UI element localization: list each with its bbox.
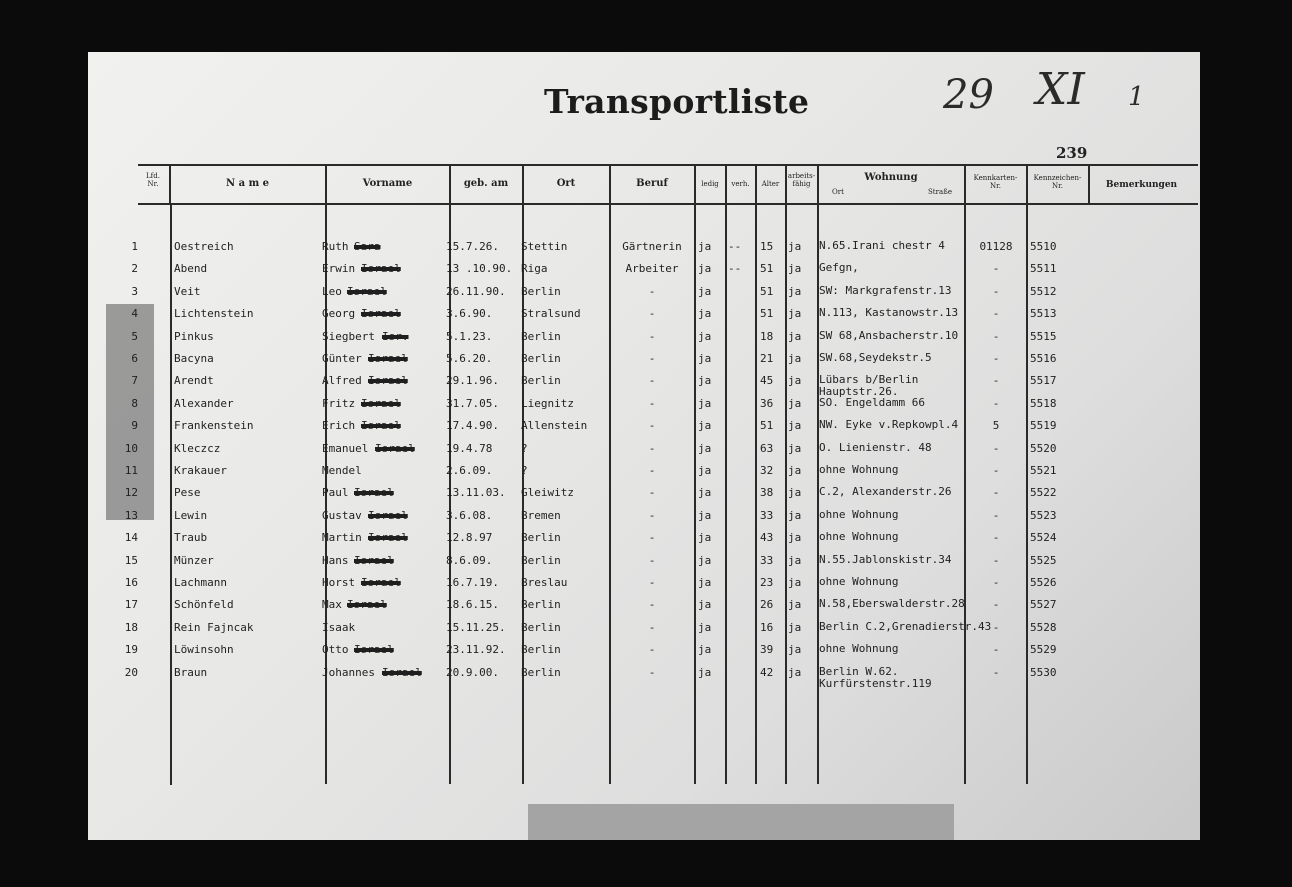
- cell-kennzeichen: 5523: [1030, 508, 1057, 522]
- cell-wohnung: Berlin W.62. Kurfürstenstr.119: [819, 664, 932, 690]
- cell-nr: 10: [124, 441, 138, 455]
- header-kennzeichen: Kennzeichen- Nr.: [1033, 174, 1082, 190]
- cell-nr: 11: [124, 464, 138, 477]
- cell-kennzeichen: 5525: [1030, 553, 1057, 567]
- cell-vorname: Günter: [322, 352, 362, 365]
- cell-ort: Berlin: [521, 352, 561, 365]
- header-verh: verh.: [731, 180, 750, 188]
- cell-geb: 31.7.05.: [446, 396, 499, 410]
- cell-arbeitsfaehig: ja: [788, 441, 802, 455]
- cell-name: Münzer: [174, 553, 214, 567]
- cell-crossed-out-name: Israel: [347, 598, 387, 612]
- cell-wohnung: ohne Wohnung: [819, 463, 899, 476]
- cell-kennkarten: -: [992, 486, 1000, 500]
- cell-ledig: ja: [698, 508, 712, 522]
- cell-kennkarten: -: [992, 576, 1000, 589]
- cell-name: Veit: [174, 284, 201, 298]
- cell-vorname: Erwin: [322, 262, 356, 276]
- column-divider: [170, 205, 172, 785]
- cell-vorname: Otto: [322, 643, 349, 657]
- cell-ort: Berlin: [521, 598, 561, 612]
- cell-name: Alexander: [174, 396, 234, 410]
- cell-name: Kleczcz: [174, 441, 221, 455]
- cell-beruf: Arbeiter: [625, 262, 679, 276]
- cell-kennkarten: -: [992, 620, 1000, 634]
- cell-kennkarten: -: [992, 396, 1000, 410]
- header-beruf: Beruf: [636, 178, 668, 189]
- cell-geb: 5.1.23.: [446, 329, 493, 343]
- cell-kennkarten: -: [992, 531, 1000, 545]
- cell-ort: Berlin: [521, 553, 561, 567]
- cell-geb: 13 .10.90.: [446, 262, 513, 276]
- cell-ort: Breslau: [521, 576, 568, 589]
- cell-nr: 18: [124, 620, 138, 634]
- cell-kennzeichen: 5528: [1030, 620, 1057, 634]
- cell-name: Lewin: [174, 508, 208, 522]
- cell-nr: 7: [131, 374, 138, 388]
- cell-beruf: -: [648, 374, 656, 388]
- header-bemerkungen: Bemerkungen: [1105, 180, 1178, 190]
- cell-kennzeichen: 5524: [1030, 531, 1057, 545]
- cell-kennkarten: -: [992, 665, 1000, 679]
- cell-arbeitsfaehig: ja: [788, 531, 802, 545]
- cell-beruf: -: [648, 464, 656, 477]
- cell-ledig: ja: [698, 374, 712, 388]
- cell-kennzeichen: 5526: [1030, 576, 1057, 589]
- cell-vorname: Max: [322, 598, 342, 612]
- cell-ledig: ja: [698, 620, 712, 634]
- cell-wohnung: C.2, Alexanderstr.26: [819, 485, 952, 499]
- cell-alter: 36: [760, 396, 774, 410]
- cell-name: Schönfeld: [174, 598, 234, 612]
- cell-ort: Berlin: [521, 643, 561, 657]
- cell-beruf: -: [648, 643, 656, 657]
- cell-nr: 20: [124, 665, 138, 679]
- cell-beruf: Gärtnerin: [622, 240, 682, 253]
- header-kennkarten: Kennkarten- Nr.: [973, 174, 1018, 190]
- cell-kennkarten: -: [992, 307, 1000, 321]
- cell-alter: 18: [760, 329, 774, 343]
- cell-wohnung: Lübars b/Berlin Hauptstr.26.: [819, 373, 919, 399]
- table-rule-top: [138, 164, 1198, 166]
- header-wohnung: Wohnung: [864, 172, 918, 183]
- cell-vorname: Paul: [322, 486, 349, 500]
- cell-wohnung: Gefgn,: [819, 261, 859, 275]
- cell-ledig: ja: [698, 553, 712, 567]
- cell-kennkarten: -: [992, 352, 1000, 365]
- cell-vorname: Gustav: [322, 508, 362, 522]
- cell-ledig: ja: [698, 307, 712, 321]
- cell-beruf: -: [648, 620, 656, 634]
- cell-geb: 15.7.26.: [446, 240, 499, 253]
- header-name: N a m e: [225, 178, 269, 189]
- cell-alter: 33: [760, 508, 774, 522]
- cell-name: Bacyna: [174, 352, 214, 365]
- cell-geb: 13.11.03.: [446, 486, 506, 500]
- cell-alter: 45: [760, 374, 774, 388]
- cell-wohnung: O. Lienienstr. 48: [819, 440, 932, 454]
- cell-geb: 5.6.20.: [446, 352, 493, 365]
- column-divider: [725, 164, 727, 784]
- paper-tab-bottom: [528, 804, 954, 840]
- cell-alter: 43: [760, 531, 774, 545]
- cell-crossed-out-name: Israel: [382, 665, 422, 679]
- cell-crossed-out-name: Sara: [354, 240, 381, 253]
- cell-name: Rein Fajncak: [174, 620, 254, 634]
- cell-arbeitsfaehig: ja: [788, 576, 802, 589]
- cell-crossed-out-name: Israel: [361, 396, 401, 410]
- column-divider: [785, 164, 787, 784]
- cell-alter: 39: [760, 643, 774, 657]
- cell-beruf: -: [648, 508, 656, 522]
- cell-ledig: ja: [698, 396, 712, 410]
- cell-name: Frankenstein: [174, 419, 254, 433]
- cell-geb: 2.6.09.: [446, 464, 493, 477]
- cell-wohnung: SW 68,Ansbacherstr.10: [819, 328, 959, 342]
- cell-alter: 16: [760, 620, 774, 634]
- cell-kennzeichen: 5521: [1030, 464, 1057, 477]
- cell-beruf: -: [648, 329, 656, 343]
- cell-ledig: ja: [698, 329, 712, 343]
- cell-arbeitsfaehig: ja: [788, 419, 802, 433]
- cell-alter: 26: [760, 598, 774, 612]
- document-sheet: [88, 52, 1200, 840]
- cell-ort: Riga: [521, 262, 548, 276]
- cell-arbeitsfaehig: ja: [788, 374, 802, 388]
- column-divider: [694, 164, 696, 784]
- cell-kennzeichen: 5511: [1030, 262, 1057, 276]
- cell-kennkarten: -: [992, 598, 1000, 612]
- cell-geb: 18.6.15.: [446, 598, 499, 612]
- cell-crossed-out-name: Israel: [368, 352, 408, 365]
- cell-name: Löwinsohn: [174, 643, 234, 657]
- sheet-number: 239: [1056, 144, 1088, 162]
- cell-ledig: ja: [698, 262, 712, 276]
- cell-wohnung: ohne Wohnung: [819, 575, 899, 588]
- cell-arbeitsfaehig: ja: [788, 643, 802, 657]
- cell-crossed-out-name: Israel: [368, 374, 408, 388]
- cell-ledig: ja: [698, 576, 712, 589]
- cell-nr: 9: [131, 419, 138, 433]
- cell-ort: Stettin: [521, 240, 568, 253]
- cell-kennzeichen: 5517: [1030, 374, 1057, 388]
- table-rule-header: [138, 203, 1198, 205]
- cell-arbeitsfaehig: ja: [788, 486, 802, 500]
- cell-arbeitsfaehig: ja: [788, 553, 802, 567]
- cell-kennzeichen: 5518: [1030, 396, 1057, 410]
- cell-beruf: -: [648, 598, 656, 612]
- cell-ort: Allenstein: [521, 419, 588, 433]
- cell-ort: ?: [521, 464, 528, 477]
- cell-arbeitsfaehig: ja: [788, 464, 802, 477]
- cell-ledig: ja: [698, 419, 712, 433]
- cell-crossed-out-name: Israel: [354, 553, 394, 567]
- cell-name: Lachmann: [174, 576, 227, 589]
- cell-nr: 14: [124, 531, 138, 545]
- cell-wohnung: N.58,Eberswalderstr.28: [819, 597, 965, 611]
- cell-vorname: Hans: [322, 553, 349, 567]
- page-title: Transportliste: [544, 82, 810, 121]
- cell-kennkarten: 5: [992, 419, 1000, 433]
- cell-vorname: Siegbert: [322, 329, 375, 343]
- cell-name: Arendt: [174, 374, 214, 388]
- cell-beruf: -: [648, 665, 656, 679]
- header-geb: geb. am: [463, 178, 509, 189]
- cell-wohnung: ohne Wohnung: [819, 642, 899, 656]
- cell-nr: 16: [124, 576, 138, 589]
- column-divider: [1026, 164, 1028, 784]
- cell-ledig: ja: [698, 665, 712, 679]
- cell-ledig: ja: [698, 352, 712, 365]
- cell-geb: 29.1.96.: [446, 374, 499, 388]
- cell-nr: 19: [124, 643, 138, 657]
- cell-ort: Berlin: [521, 620, 561, 634]
- handwritten-note: 29: [943, 72, 994, 118]
- cell-vorname: Johannes: [322, 665, 375, 679]
- cell-vorname: Alfred: [322, 374, 362, 388]
- cell-kennkarten: -: [992, 329, 1000, 343]
- cell-geb: 23.11.92.: [446, 643, 506, 657]
- header-arbeitsfaehig: arbeits- fähig: [787, 172, 816, 188]
- header-wohnung-strasse: Straße: [928, 188, 952, 196]
- header-wohnung-ort: Ort: [832, 188, 844, 196]
- cell-geb: 17.4.90.: [446, 419, 499, 433]
- cell-crossed-out-name: Israel: [361, 576, 401, 589]
- cell-wohnung: N.65.Irani chestr 4: [819, 239, 945, 252]
- cell-kennkarten: -: [992, 508, 1000, 522]
- cell-alter: 15: [760, 240, 774, 253]
- cell-kennzeichen: 5513: [1030, 307, 1057, 321]
- cell-name: Pinkus: [174, 329, 214, 343]
- cell-alter: 51: [760, 262, 774, 276]
- cell-wohnung: SW.68,Seydekstr.5: [819, 351, 932, 364]
- cell-arbeitsfaehig: ja: [788, 329, 802, 343]
- cell-geb: 8.6.09.: [446, 553, 493, 567]
- cell-verh: --: [728, 262, 742, 276]
- cell-nr: 15: [124, 553, 138, 567]
- cell-nr: 13: [124, 508, 138, 522]
- cell-wohnung: SW: Markgrafenstr.13: [819, 283, 952, 297]
- cell-alter: 42: [760, 665, 774, 679]
- cell-kennzeichen: 5510: [1030, 240, 1057, 253]
- cell-alter: 51: [760, 284, 774, 298]
- cell-name: Braun: [174, 665, 208, 679]
- cell-arbeitsfaehig: ja: [788, 598, 802, 612]
- cell-vorname: Horst: [322, 576, 356, 589]
- cell-geb: 3.6.08.: [446, 508, 493, 522]
- cell-beruf: -: [648, 396, 656, 410]
- cell-nr: 12: [124, 486, 138, 500]
- cell-kennzeichen: 5529: [1030, 643, 1057, 657]
- cell-ort: Berlin: [521, 665, 561, 679]
- cell-ort: ?: [521, 441, 528, 455]
- cell-crossed-out-name: Israel: [368, 508, 408, 522]
- cell-arbeitsfaehig: ja: [788, 352, 802, 365]
- cell-crossed-out-name: Israel: [347, 284, 387, 298]
- cell-ort: Stralsund: [521, 307, 581, 321]
- cell-ort: Gleiwitz: [521, 486, 574, 500]
- cell-nr: 1: [131, 240, 138, 253]
- cell-arbeitsfaehig: ja: [788, 284, 802, 298]
- cell-beruf: -: [648, 441, 656, 455]
- header-ledig: ledig: [701, 180, 719, 188]
- cell-wohnung: N.55.Jablonskistr.34: [819, 552, 952, 566]
- cell-ledig: ja: [698, 464, 712, 477]
- cell-alter: 51: [760, 419, 774, 433]
- cell-geb: 26.11.90.: [446, 284, 506, 298]
- cell-alter: 63: [760, 441, 774, 455]
- cell-ledig: ja: [698, 240, 712, 253]
- cell-alter: 51: [760, 307, 774, 321]
- cell-crossed-out-name: Israel: [361, 419, 401, 433]
- cell-geb: 16.7.19.: [446, 576, 499, 589]
- cell-arbeitsfaehig: ja: [788, 307, 802, 321]
- cell-nr: 8: [131, 396, 138, 410]
- cell-nr: 17: [124, 598, 138, 612]
- cell-vorname: Fritz: [322, 396, 356, 410]
- cell-kennkarten: -: [992, 284, 1000, 298]
- handwritten-note: XI: [1036, 64, 1085, 115]
- cell-arbeitsfaehig: ja: [788, 240, 802, 253]
- cell-alter: 38: [760, 486, 774, 500]
- cell-ort: Berlin: [521, 531, 561, 545]
- cell-beruf: -: [648, 284, 656, 298]
- cell-kennkarten: -: [992, 643, 1000, 657]
- cell-nr: 3: [131, 284, 138, 298]
- cell-beruf: -: [648, 419, 656, 433]
- cell-name: Oestreich: [174, 240, 234, 253]
- handwritten-note: 1: [1128, 82, 1145, 112]
- cell-kennkarten: -: [992, 441, 1000, 455]
- cell-geb: 12.8.97: [446, 531, 493, 545]
- cell-ort: Berlin: [521, 284, 561, 298]
- cell-ledig: ja: [698, 643, 712, 657]
- cell-vorname: Ruth: [322, 240, 349, 253]
- cell-kennkarten: 01128: [979, 240, 1013, 253]
- cell-vorname: Emanuel: [322, 441, 369, 455]
- cell-nr: 5: [131, 329, 138, 343]
- cell-ort: Berlin: [521, 374, 561, 388]
- header-ort: Ort: [556, 178, 576, 189]
- cell-beruf: -: [648, 307, 656, 321]
- cell-kennkarten: -: [992, 464, 1000, 477]
- cell-ledig: ja: [698, 441, 712, 455]
- cell-kennzeichen: 5527: [1030, 598, 1057, 612]
- cell-ledig: ja: [698, 531, 712, 545]
- cell-kennzeichen: 5515: [1030, 329, 1057, 343]
- cell-kennzeichen: 5512: [1030, 284, 1057, 298]
- cell-arbeitsfaehig: ja: [788, 620, 802, 634]
- cell-nr: 2: [131, 262, 138, 276]
- cell-crossed-out-name: Isr.: [382, 329, 409, 343]
- cell-vorname: Isaak: [322, 620, 356, 634]
- cell-wohnung: SO. Engeldamm 66: [819, 395, 925, 409]
- cell-geb: 19.4.78: [446, 441, 493, 455]
- cell-arbeitsfaehig: ja: [788, 508, 802, 522]
- cell-beruf: -: [648, 486, 656, 500]
- cell-geb: 3.6.90.: [446, 307, 493, 321]
- cell-nr: 4: [131, 307, 138, 321]
- cell-crossed-out-name: Israel: [368, 531, 408, 545]
- cell-geb: 15.11.25.: [446, 620, 506, 634]
- cell-wohnung: NW. Eyke v.Repkowpl.4: [819, 418, 959, 432]
- cell-alter: 33: [760, 553, 774, 567]
- cell-kennzeichen: 5520: [1030, 441, 1057, 455]
- cell-ledig: ja: [698, 284, 712, 298]
- cell-crossed-out-name: Israel: [354, 486, 394, 500]
- cell-arbeitsfaehig: ja: [788, 396, 802, 410]
- cell-ort: Berlin: [521, 329, 561, 343]
- cell-kennzeichen: 5519: [1030, 419, 1057, 433]
- cell-vorname: Georg: [322, 307, 356, 321]
- cell-crossed-out-name: Israel: [361, 307, 401, 321]
- cell-crossed-out-name: Israel: [375, 441, 415, 455]
- cell-nr: 6: [131, 352, 138, 365]
- cell-ort: Bremen: [521, 508, 561, 522]
- cell-vorname: Leo: [322, 284, 342, 298]
- cell-kennkarten: -: [992, 262, 1000, 276]
- cell-beruf: -: [648, 531, 656, 545]
- cell-name: Lichtenstein: [174, 307, 254, 321]
- cell-geb: 20.9.00.: [446, 665, 499, 679]
- cell-kennkarten: -: [992, 374, 1000, 388]
- cell-arbeitsfaehig: ja: [788, 262, 802, 276]
- header-nr: Lfd. Nr.: [146, 172, 160, 188]
- cell-name: Abend: [174, 262, 208, 276]
- header-alter: Alter: [761, 180, 780, 188]
- column-divider: [755, 164, 757, 784]
- header-vorname: Vorname: [362, 178, 413, 189]
- cell-alter: 21: [760, 352, 774, 365]
- cell-crossed-out-name: Israel: [361, 262, 401, 276]
- cell-alter: 32: [760, 464, 774, 477]
- cell-wohnung: N.113, Kastanowstr.13: [819, 306, 959, 320]
- cell-beruf: -: [648, 352, 656, 365]
- cell-wohnung: ohne Wohnung: [819, 530, 899, 544]
- cell-ledig: ja: [698, 486, 712, 500]
- cell-name: Pese: [174, 486, 201, 500]
- cell-verh: --: [728, 240, 742, 253]
- cell-name: Traub: [174, 531, 208, 545]
- cell-kennzeichen: 5530: [1030, 665, 1057, 679]
- cell-ledig: ja: [698, 598, 712, 612]
- cell-vorname: Mendel: [322, 464, 362, 477]
- cell-vorname: Erich: [322, 419, 356, 433]
- cell-beruf: -: [648, 553, 656, 567]
- cell-kennzeichen: 5522: [1030, 486, 1057, 500]
- cell-kennkarten: -: [992, 553, 1000, 567]
- cell-ort: Liegnitz: [521, 396, 574, 410]
- cell-alter: 23: [760, 576, 774, 589]
- cell-wohnung: Berlin C.2,Grenadierstr.43: [819, 619, 992, 633]
- cell-vorname: Martin: [322, 531, 362, 545]
- cell-beruf: -: [648, 576, 656, 589]
- cell-wohnung: ohne Wohnung: [819, 507, 899, 521]
- cell-arbeitsfaehig: ja: [788, 665, 802, 679]
- cell-kennzeichen: 5516: [1030, 352, 1057, 365]
- cell-name: Krakauer: [174, 464, 227, 477]
- cell-crossed-out-name: Israel: [354, 643, 394, 657]
